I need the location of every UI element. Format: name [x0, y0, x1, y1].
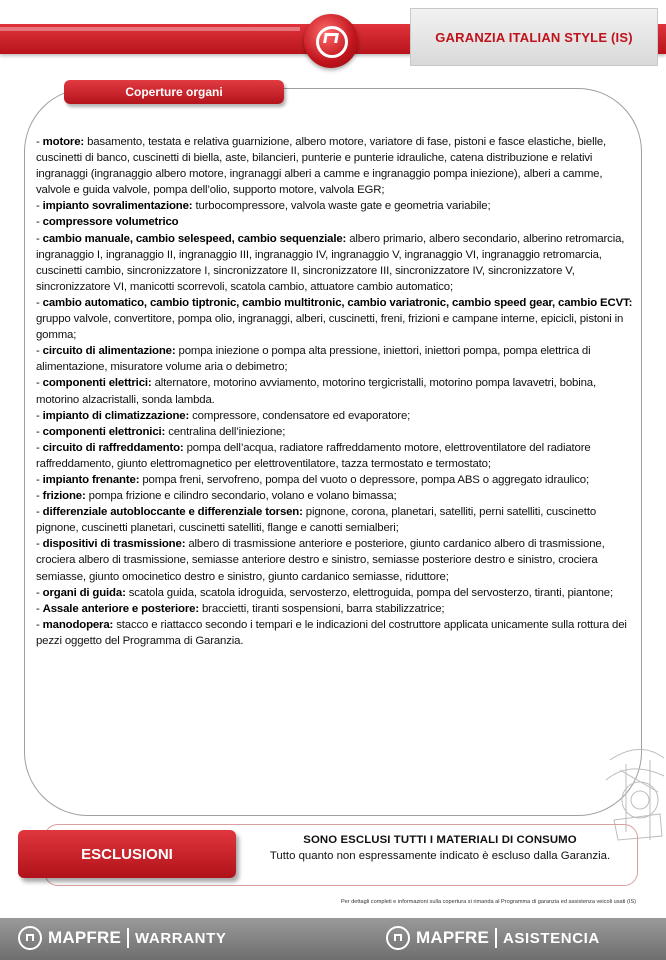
list-item: - compressore volumetrico — [36, 216, 179, 229]
footer-brand-asistencia — [386, 926, 600, 950]
mapfre-logo-icon — [304, 14, 358, 68]
exclusions-text — [262, 832, 618, 864]
mapfre-logo-icon — [18, 926, 42, 950]
coverage-list — [36, 134, 636, 649]
list-item: - circuito di raffreddamento: pompa dell’acqua, radiatore raffreddamento motore, elettroventilatore del radiatore raffreddamento, giunto elettromagnetico per elettroventilatore, tazza termostato e termostato; — [36, 441, 591, 470]
exclusions-line-2: Tutto quanto non espressamente indicato è escluso dalla Garanzia. — [269, 850, 611, 862]
footer-brand-warranty — [18, 926, 226, 950]
list-item: - cambio automatico, cambio tiptronic, cambio multitronic, cambio variatronic, cambio speed gear, cambio ECVT: gruppo valvole, convertitore, pompa olio, ingranaggi, alberi, cuscinetti, freni, frizioni e campane interne, epicicli, pistoni in gomma; — [36, 296, 633, 342]
footer-brand-sub: ASISTENCIA — [502, 929, 600, 947]
exclusions-label: ESCLUSIONI — [81, 845, 173, 863]
footer-brand-sub: WARRANTY — [134, 929, 227, 947]
list-item: - impianto di climatizzazione: compressore, condensatore ed evaporatore; — [36, 409, 411, 422]
section-tab — [64, 80, 284, 104]
exclusions-label-box — [18, 830, 236, 878]
mapfre-logo-icon — [386, 926, 410, 950]
footer-divider — [127, 928, 129, 948]
list-item: - componenti elettronici: centralina dell’iniezione; — [36, 425, 286, 438]
list-item: - frizione: pompa frizione e cilindro secondario, volano e volano bimassa; — [36, 490, 397, 503]
list-item: - componenti elettrici: alternatore, motorino avviamento, motorino tergicristalli, motorino pompa lavavetri, bobina, motorino alzacristalli, sonda lambda. — [36, 377, 596, 406]
list-item: - circuito di alimentazione: pompa iniezione o pompa alta pressione, iniettori, iniettori pompa, pompa elettrica di alimentazione, misuratore volume aria o debimetro; — [36, 345, 591, 374]
list-item: - impianto sovralimentazione: turbocompressore, valvola waste gate e geometria variabile; — [36, 200, 491, 213]
page-title: GARANZIA ITALIAN STYLE (IS) — [435, 29, 633, 45]
list-item: - manodopera: stacco e riattacco secondo i tempari e le indicazioni del costruttore applicata unicamente sulla rottura dei pezzi oggetto del Programma di Garanzia. — [36, 618, 627, 647]
list-item: - motore: basamento, testata e relativa guarnizione, albero motore, variatore di fase, pistoni e fasce elastiche, bielle, cuscinetti di banco, cuscinetti di biella, aste, bilancieri, punterie e punterie idrauliche, catena distribuzione e relativi ingranaggi (ingranaggio albero motore, ingranaggi alberi a camme e ingranaggio pompa iniezione), alberi a camme, valvole e guida valvole, pompa dell’olio, supporto motore, valvola EGR; — [36, 136, 607, 197]
exclusions-line-1: SONO ESCLUSI TUTTI I MATERIALI DI CONSUMO — [303, 834, 577, 846]
footer-brand-name: MAPFRE — [48, 928, 121, 947]
list-item: - cambio manuale, cambio selespeed, cambio sequenziale: albero primario, albero secondario, alberino retromarcia, ingranaggio I, ingranaggio II, ingranaggio III, ingranaggio IV, ingranaggio V, ingranaggio VI, ingranaggio retromarcia, cuscinetti cambio, sincronizzatore I, sincronizzatore II, sincronizzatore III, sincronizzatore IV, sincronizzatore V, sincronizzatore VI, manicotti scorrevoli, scatola cambio, attuatore cambio automatico; — [36, 232, 625, 293]
list-item: - dispositivi di trasmissione: albero di trasmissione anteriore e posteriore, giunto cardanico albero di trasmissione, crociera albero di trasmissione, semiasse anteriore destro e sinistro, semiasse posteriore destro e sinistro, crociera semiasse, giunto omocinetico destro e sinistro, giunto cardanico semiasse, riduttore; — [36, 538, 605, 583]
list-item: - impianto frenante: pompa freni, servofreno, pompa del vuoto o depressore, pompa ABS o aggregato idraulico; — [36, 473, 590, 486]
section-tab-label: Coperture organi — [125, 85, 223, 99]
footnote: Per dettagli completi e informazioni sulla copertura si rimanda al Programma di garanzia ed assistenza veicoli usati (IS) — [340, 899, 636, 905]
footer-divider — [495, 928, 497, 948]
list-item: - Assale anteriore e posteriore: braccietti, tiranti sospensioni, barra stabilizzatrice; — [36, 602, 445, 615]
list-item: - differenziale autobloccante e differenziale torsen: pignone, corona, planetari, satelliti, perni satelliti, cuscinetto pignone, cuscinetti planetari, cuscinetti satelliti, flange e canotti semialberi; — [36, 506, 597, 535]
page-title-box — [410, 8, 658, 66]
list-item: - organi di guida: scatola guida, scatola idroguida, servosterzo, elettroguida, pompa del servosterzo, tiranti, piantone; — [36, 586, 614, 599]
footer-brand-name: MAPFRE — [416, 928, 489, 947]
